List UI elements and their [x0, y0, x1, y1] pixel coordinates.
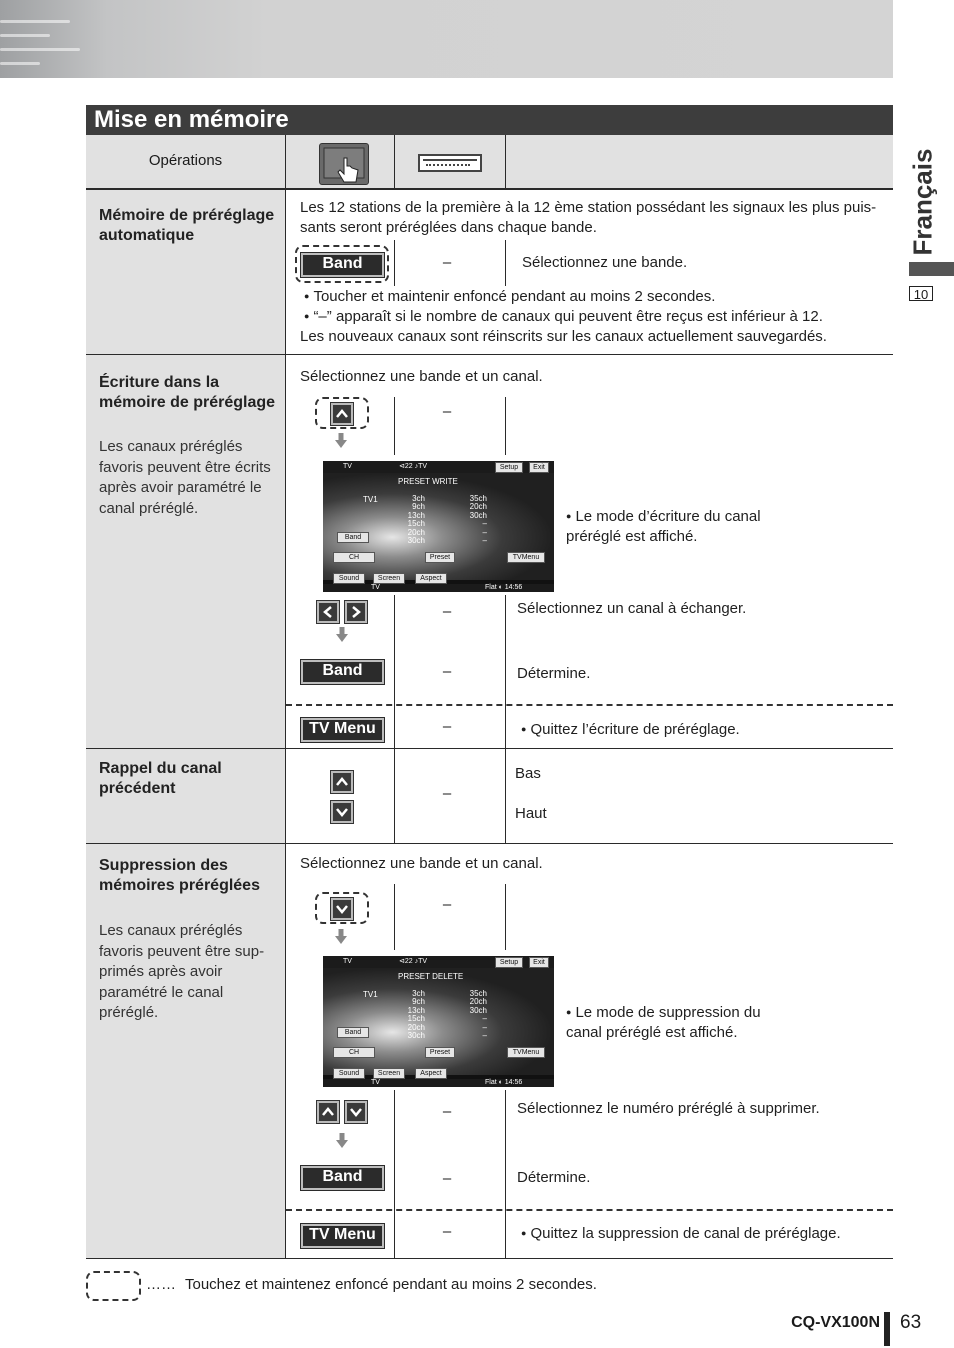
- band-button[interactable]: Band: [301, 660, 384, 684]
- column-divider: [505, 1090, 506, 1258]
- column-divider: [505, 240, 506, 286]
- channel-left-button[interactable]: [317, 601, 339, 623]
- arrow-down-icon: [335, 433, 347, 449]
- dash-mark: –: [442, 1223, 452, 1240]
- screen-sound-button[interactable]: Sound: [333, 1068, 365, 1079]
- screen-right-channels: 35ch 20ch 30ch – – –: [469, 989, 487, 1041]
- screen-volume: ⊲22 ♪TV: [399, 958, 428, 965]
- screen-top-bar: [323, 956, 554, 968]
- hold-legend-box: [86, 1271, 141, 1301]
- screen-band-label: TV1: [363, 990, 378, 999]
- auto-note-2: ● “–” apparaît si le nombre de canaux qui peuvent être reçus est inférieur à 12.: [304, 306, 884, 327]
- screen-ch-button[interactable]: CH: [333, 1047, 375, 1058]
- column-divider: [394, 748, 395, 843]
- screen-tv-label: TV: [343, 463, 352, 470]
- column-divider: [505, 135, 506, 190]
- write-determine-text: Détermine.: [517, 665, 591, 682]
- screen-left-channels: 3ch 9ch 13ch 15ch 20ch 30ch: [407, 494, 425, 546]
- screen-screen-button[interactable]: Screen: [373, 573, 405, 584]
- band-select-text: Sélectionnez une bande.: [522, 254, 688, 271]
- tv-menu-button[interactable]: TV Menu: [301, 1224, 384, 1248]
- delete-select-text: Sélectionnez le numéro préréglé à supprimer.: [517, 1100, 820, 1117]
- model-name: CQ-VX100N: [791, 1314, 880, 1331]
- band-button[interactable]: Band: [301, 253, 384, 277]
- language-tab: [905, 150, 945, 260]
- arrow-down-icon: [335, 929, 347, 945]
- column-divider: [394, 397, 395, 455]
- head-unit-icon: [418, 154, 482, 172]
- screen-right-channels: 35ch 20ch 30ch – – –: [469, 494, 487, 546]
- channel-down-button[interactable]: [331, 801, 353, 823]
- screen-setup-button[interactable]: Setup: [495, 957, 523, 968]
- chevron-up-icon: [335, 775, 349, 789]
- left-column: [86, 190, 285, 1258]
- screen-tv-label: TV: [343, 958, 352, 965]
- screen-bottom-bar: [323, 1079, 554, 1087]
- dashed-separator: [286, 1209, 893, 1211]
- chevron-right-icon: [349, 605, 363, 619]
- channel-up-button[interactable]: [331, 403, 353, 425]
- chapter-number: 10: [909, 286, 933, 301]
- dash-mark: –: [442, 663, 452, 680]
- delete-intro: Sélectionnez une bande et un canal.: [300, 855, 543, 872]
- screen-ch-button[interactable]: CH: [333, 552, 375, 563]
- channel-up-button[interactable]: [317, 1101, 339, 1123]
- screen-mode-label: PRESET DELETE: [398, 972, 464, 981]
- channel-up-button[interactable]: [331, 771, 353, 793]
- screen-bottom-bar: [323, 584, 554, 592]
- legend-text: Touchez et maintenez enfoncé pendant au moins 2 secondes.: [185, 1276, 597, 1293]
- dashed-separator: [286, 704, 893, 706]
- screen-aspect-button[interactable]: Aspect: [415, 1068, 447, 1079]
- row-separator: [86, 354, 893, 355]
- recall-up-label: Haut: [515, 805, 547, 822]
- screen-preset-button[interactable]: Preset: [425, 1047, 455, 1058]
- legend-dots: ……: [146, 1276, 176, 1293]
- column-divider: [394, 135, 395, 190]
- dash-mark: –: [442, 1170, 452, 1187]
- screen-left-channels: 3ch 9ch 13ch 15ch 20ch 30ch: [407, 989, 425, 1041]
- delete-screen-note: ● Le mode de suppression du canal préréglé est affiché.: [566, 1002, 776, 1043]
- screen-exit-button[interactable]: Exit: [529, 462, 549, 473]
- screen-tvmenu-button[interactable]: TVMenu: [507, 1047, 545, 1058]
- tv-menu-button[interactable]: TV Menu: [301, 718, 384, 742]
- screen-volume: ⊲22 ♪TV: [399, 463, 428, 470]
- page-number: 63: [900, 1312, 922, 1333]
- row-separator: [86, 843, 893, 844]
- column-divider: [394, 240, 395, 286]
- screen-clock: Flat ◐ 14:56: [485, 1079, 523, 1086]
- chevron-down-icon: [349, 1105, 363, 1119]
- write-select-text: Sélectionnez un canal à échanger.: [517, 600, 747, 617]
- screen-band-button[interactable]: Band: [337, 532, 369, 543]
- dash-mark: –: [442, 785, 452, 802]
- preset-delete-screen: [323, 956, 554, 1087]
- screen-mode-label: PRESET WRITE: [398, 477, 458, 486]
- screen-band-label: TV1: [363, 495, 378, 504]
- screen-exit-button[interactable]: Exit: [529, 957, 549, 968]
- screen-aspect-button[interactable]: Aspect: [415, 573, 447, 584]
- tv-image: [323, 968, 554, 1075]
- write-screen-note: ● Le mode d’écriture du canal préréglé est affiché.: [566, 506, 776, 547]
- column-divider: [394, 595, 395, 748]
- chevron-left-icon: [321, 605, 335, 619]
- dash-mark: –: [442, 896, 452, 913]
- write-intro: Sélectionnez une bande et un canal.: [300, 368, 543, 385]
- column-divider: [505, 397, 506, 455]
- delete-preset-desc: Les canaux préréglés favoris peuvent être sup-primés après avoir paramétré le canal préréglé.: [99, 922, 265, 1021]
- channel-down-button[interactable]: [331, 898, 353, 920]
- write-preset-title: Écriture dans la mémoire de préréglage: [99, 374, 276, 411]
- column-divider: [394, 1090, 395, 1258]
- header-band: [0, 0, 893, 78]
- screen-bottom-tv: TV: [371, 584, 380, 591]
- auto-note-1: ● Toucher et maintenir enfoncé pendant au moins 2 secondes.: [304, 286, 884, 307]
- column-divider: [285, 135, 286, 1258]
- language-tab-bar: [909, 262, 954, 276]
- write-preset-desc: Les canaux préréglés favoris peuvent être écrits après avoir paramétré le canal préréglé.: [99, 438, 271, 517]
- delete-quit-text: ● Quittez la suppression de canal de préréglage.: [521, 1223, 841, 1244]
- dash-mark: –: [442, 403, 452, 420]
- arrow-down-icon: [336, 627, 348, 643]
- operations-label: Opérations: [148, 152, 223, 169]
- screen-sound-button[interactable]: Sound: [333, 573, 365, 584]
- write-quit-text: ● Quittez l’écriture de préréglage.: [521, 719, 740, 740]
- dash-mark: –: [442, 254, 452, 271]
- row-separator: [86, 1258, 893, 1259]
- band-button[interactable]: Band: [301, 1166, 384, 1190]
- section-title: Mise en mémoire: [86, 105, 893, 135]
- delete-determine-text: Détermine.: [517, 1169, 591, 1186]
- row-separator: [86, 748, 893, 749]
- arrow-down-icon: [336, 1133, 348, 1149]
- recall-down-label: Bas: [515, 765, 541, 782]
- language-label: Français: [907, 148, 938, 256]
- screen-tvmenu-button[interactable]: TVMenu: [507, 552, 545, 563]
- tv-image: [323, 473, 554, 580]
- chevron-up-icon: [321, 1105, 335, 1119]
- screen-setup-button[interactable]: Setup: [495, 462, 523, 473]
- column-divider: [505, 884, 506, 950]
- chevron-up-icon: [335, 407, 349, 421]
- footer-bar: [884, 1312, 890, 1346]
- dash-mark: –: [442, 1103, 452, 1120]
- column-divider: [394, 884, 395, 950]
- screen-clock: Flat ◐ 14:56: [485, 584, 523, 591]
- chevron-down-icon: [335, 902, 349, 916]
- preset-write-screen: [323, 461, 554, 592]
- channel-right-button[interactable]: [345, 601, 367, 623]
- dash-mark: –: [442, 603, 452, 620]
- dash-mark: –: [442, 718, 452, 735]
- screen-bottom-tv: TV: [371, 1079, 380, 1086]
- auto-preset-intro: Les 12 stations de la première à la 12 ème station possédant les signaux les plus puis-sants seront préréglées dans chaque bande.: [300, 199, 877, 236]
- recall-title: Rappel du canal précédent: [99, 760, 222, 797]
- column-divider: [505, 748, 506, 843]
- screen-preset-button[interactable]: Preset: [425, 552, 455, 563]
- screen-band-button[interactable]: Band: [337, 1027, 369, 1038]
- screen-top-bar: [323, 461, 554, 473]
- channel-down-button[interactable]: [345, 1101, 367, 1123]
- auto-preset-title: Mémoire de préréglage automatique: [99, 207, 275, 244]
- auto-note-3: Les nouveaux canaux sont réinscrits sur les canaux actuellement sauvegardés.: [300, 328, 827, 345]
- touch-panel-icon: [319, 143, 369, 185]
- column-divider: [505, 595, 506, 748]
- delete-preset-title: Suppression des mémoires préréglées: [99, 857, 260, 894]
- chevron-down-icon: [335, 805, 349, 819]
- screen-screen-button[interactable]: Screen: [373, 1068, 405, 1079]
